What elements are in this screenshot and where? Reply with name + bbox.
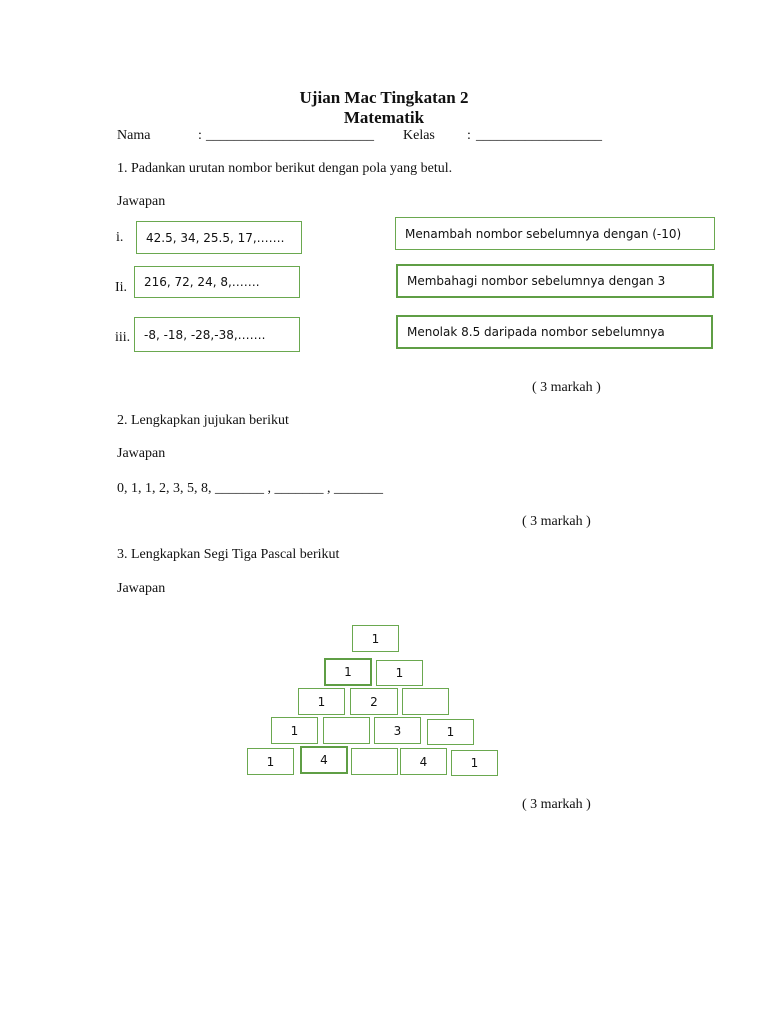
pascal-cell[interactable]: 1 (376, 660, 423, 686)
pascal-cell-blank[interactable] (402, 688, 449, 715)
pattern-box-2[interactable] (396, 264, 714, 298)
question-3-marks: ( 3 markah ) (522, 797, 591, 812)
sequence-box-iii[interactable] (134, 317, 300, 352)
fibonacci-sequence[interactable]: 0, 1, 1, 2, 3, 5, 8, _______ , _______ , _______ (117, 481, 383, 496)
sequence-text-i: 42.5, 34, 25.5, 17,……. (146, 230, 285, 245)
question-2-answer-label: Jawapan (117, 446, 166, 461)
sequence-text-iii: -8, -18, -28,-38,……. (144, 327, 266, 342)
pattern-text-2: Membahagi nombor sebelumnya dengan 3 (407, 274, 666, 288)
pascal-cell[interactable]: 1 (298, 688, 345, 715)
item-numeral-ii: Ii. (115, 280, 128, 295)
name-colon: : (198, 128, 202, 143)
question-2-text: 2. Lengkapkan jujukan berikut (117, 413, 289, 428)
name-label: Nama (117, 128, 151, 143)
sequence-box-ii[interactable] (134, 266, 300, 298)
pattern-text-3: Menolak 8.5 daripada nombor sebelumnya (407, 325, 665, 339)
pascal-cell[interactable]: 1 (427, 719, 474, 745)
pattern-box-3[interactable] (396, 315, 713, 349)
pascal-cell[interactable]: 1 (247, 748, 294, 775)
pascal-cell[interactable]: 3 (374, 717, 421, 744)
pascal-cell-blank[interactable] (351, 748, 398, 775)
class-blank[interactable]: __________________ (476, 128, 602, 143)
question-1-marks: ( 3 markah ) (532, 380, 601, 395)
pascal-cell[interactable]: 1 (352, 625, 399, 652)
exam-title: Ujian Mac Tingkatan 2 (299, 88, 469, 107)
name-blank[interactable]: ________________________ (206, 128, 374, 143)
pascal-cell[interactable]: 1 (324, 658, 372, 686)
question-1-text: 1. Padankan urutan nombor berikut dengan pola yang betul. (117, 161, 453, 176)
item-numeral-i: i. (116, 230, 124, 245)
question-3-answer-label: Jawapan (117, 581, 166, 596)
pascal-cell[interactable]: 4 (300, 746, 348, 774)
exam-subject: Matematik (343, 108, 425, 127)
question-3-text: 3. Lengkapkan Segi Tiga Pascal berikut (117, 547, 340, 562)
pascal-cell[interactable]: 1 (271, 717, 318, 744)
sequence-box-i[interactable] (136, 221, 302, 254)
pascal-cell[interactable]: 1 (451, 750, 498, 776)
pascal-cell[interactable]: 4 (400, 748, 447, 775)
pascal-cell[interactable]: 2 (350, 688, 398, 715)
item-numeral-iii: iii. (115, 330, 131, 345)
question-1-answer-label: Jawapan (117, 194, 166, 209)
class-colon: : (467, 128, 471, 143)
question-2-marks: ( 3 markah ) (522, 514, 591, 529)
class-label: Kelas (403, 128, 435, 143)
pascal-cell-blank[interactable] (323, 717, 370, 744)
sequence-text-ii: 216, 72, 24, 8,……. (144, 275, 260, 289)
pattern-text-1: Menambah nombor sebelumnya dengan (-10) (405, 226, 682, 241)
pattern-box-1[interactable] (395, 217, 715, 250)
